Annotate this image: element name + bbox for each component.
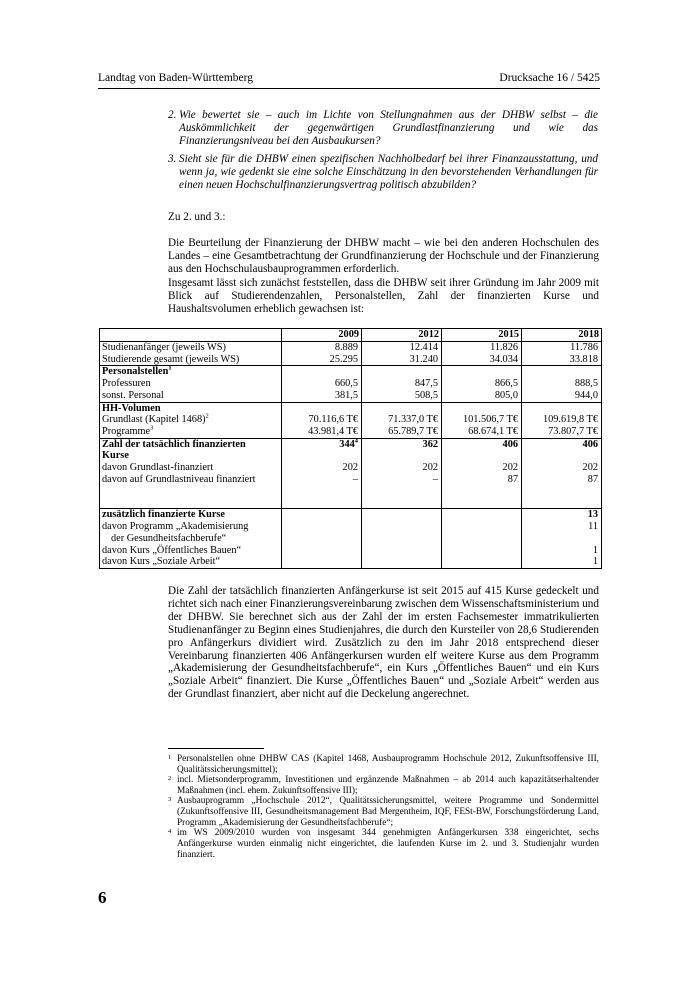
- table-row: [100, 414, 602, 426]
- question-2: [168, 109, 598, 148]
- cell: –: [282, 474, 362, 486]
- row-label: [100, 414, 282, 426]
- table-row: [100, 438, 602, 450]
- table-row: [100, 366, 602, 378]
- cell: 71.337,0 T€: [362, 414, 442, 426]
- table-row: [100, 533, 602, 545]
- cell: 13: [522, 509, 602, 521]
- footnote-mark: 2: [168, 775, 172, 782]
- cell: 381,5: [282, 390, 362, 402]
- cell: [282, 556, 362, 568]
- footnote-ref: 3: [150, 424, 154, 432]
- cell: 362: [362, 438, 442, 450]
- cell: 12.414: [362, 342, 442, 354]
- footnote-2: [168, 775, 599, 797]
- cell: 8.889: [282, 342, 362, 354]
- financing-table: [99, 328, 602, 569]
- header-left: Landtag von Baden-Württemberg: [98, 72, 253, 84]
- cell: 660,5: [282, 378, 362, 390]
- cell: 25.295: [282, 354, 362, 366]
- page-number: 6: [98, 888, 107, 907]
- row-label: zusätzlich finanzierte Kurse: [100, 509, 282, 521]
- paragraph-2: Insgesamt lässt sich zunächst feststellen, dass die DHBW seit ihrer Gründung im Jahr 2009 mit Blick auf Studierendenzahlen, Personalstellen, Zahl der finanzierten Kurse und Haushaltsvolumen erheblich gewachsen ist:: [168, 277, 599, 315]
- cell: [442, 556, 522, 568]
- cell: [282, 545, 362, 557]
- cell: 87: [442, 474, 522, 486]
- footnote-mark: 1: [168, 754, 172, 761]
- table-spacer-row: [100, 485, 602, 509]
- table-header-empty: [100, 329, 282, 342]
- cell: 68.674,1 T€: [442, 426, 522, 438]
- table-row: [100, 342, 602, 354]
- cell: 70.116,6 T€: [282, 414, 362, 426]
- row-label: davon Grundlast-finanziert: [100, 462, 282, 474]
- paragraph-1: Die Beurteilung der Finanzierung der DHBW macht – wie bei den anderen Hochschulen des Landes – eine Gesamtbetrachtung der Grundfinanzierung der Hochschule und der Finanzierung aus den Hochschulausbauprogrammen erforderlich.: [168, 237, 599, 275]
- row-label: davon Programm „Akademisierung: [100, 521, 282, 533]
- row-label: Zahl der tatsächlich finanzierten: [100, 438, 282, 450]
- cell: 202: [442, 462, 522, 474]
- cell: 805,0: [442, 390, 522, 402]
- cell: [442, 521, 522, 533]
- footnote-ref: 1: [168, 364, 172, 372]
- cell: 73.807,7 T€: [522, 426, 602, 438]
- row-label: sonst. Personal: [100, 390, 282, 402]
- cell: [442, 545, 522, 557]
- row-label: davon Kurs „Soziale Arbeit“: [100, 556, 282, 568]
- cell: 888,5: [522, 378, 602, 390]
- cell: 508,5: [362, 390, 442, 402]
- table-row: [100, 378, 602, 390]
- table-row: [100, 450, 602, 462]
- cell: –: [362, 474, 442, 486]
- table-header-row: [100, 329, 602, 342]
- cell: 1: [522, 556, 602, 568]
- cell: 11: [522, 521, 602, 533]
- row-label: Kurse: [100, 450, 282, 462]
- row-label: [100, 426, 282, 438]
- cell: 43.981,4 T€: [282, 426, 362, 438]
- row-label: Studienanfänger (jeweils WS): [100, 342, 282, 354]
- table-row: [100, 426, 602, 438]
- section-label: [100, 366, 282, 378]
- label-text: Programme: [102, 425, 151, 437]
- cell: 944,0: [522, 390, 602, 402]
- row-label: der Gesundheitsfachberufe“: [100, 533, 282, 545]
- question-text: Sieht sie für die DHBW einen spezifischen Nachholbedarf bei ihrer Finanzausstattung, und wenn ja, wie gedenkt sie eine solche Einschätzung in den bevorstehenden Verhandlungen für einen neuen Hochschulfinanzierungsvertrag politisch abzubilden?: [179, 153, 598, 191]
- table-row: [100, 354, 602, 366]
- row-label: davon auf Grundlastniveau finanziert: [100, 474, 282, 486]
- cell: 87: [522, 474, 602, 486]
- footnote-text: Personalstellen ohne DHBW CAS (Kapitel 1468, Ausbauprogramm Hochschule 2012, Zukunftsoffensive III, Qualitätssicherungsmittel);: [177, 754, 599, 775]
- cell: 101.506,7 T€: [442, 414, 522, 426]
- table-row: [100, 556, 602, 568]
- cell: 202: [522, 462, 602, 474]
- cell: 65.789,7 T€: [362, 426, 442, 438]
- question-number: 3.: [168, 153, 177, 165]
- table-row: [100, 509, 602, 521]
- cell: 11.786: [522, 342, 602, 354]
- paragraph-3: Die Zahl der tatsächlich finanzierten Anfängerkurse ist seit 2015 auf 415 Kurse gedeckelt und richtet sich nach einer Finanzierungsvereinbarung zwischen dem Wissenschaftsministerium und der DHBW. Sie berechnet sich aus der Zahl der im ersten Fachsemester immatrikulierten Studienanfänger zu Beginn eines Studienjahres, die durch den Kursteiler von 28,6 Studierenden pro Anfängerkurs dividiert wird. Zusätzlich zu den im Jahr 2018 entsprechend dieser Vereinbarung finanzierten 406 Anfängerkursen wurden elf weitere Kurse aus dem Programm „Akademisierung der Gesundheitsfachberufe“, ein Kurs „Öffentliches Bauen“ und ein Kurs „Soziale Arbeit“ finanziert. Die Kurse „Öffentliches Bauen“ und „Soziale Arbeit“ werden aus der Grundlast finanziert, aber nicht auf die Deckelung angerechnet.: [168, 585, 599, 701]
- label-text: Personalstellen: [102, 366, 169, 378]
- cell-value: 344: [339, 438, 355, 450]
- footnote-ref: 4: [354, 437, 358, 445]
- year-header: 2018: [522, 329, 602, 342]
- cell: 406: [442, 438, 522, 450]
- cell: 34.034: [442, 354, 522, 366]
- cell: 202: [282, 462, 362, 474]
- cell: [282, 509, 362, 521]
- table-row: [100, 545, 602, 557]
- header-right: Drucksache 16 / 5425: [499, 72, 600, 84]
- table-row: [100, 474, 602, 486]
- cell: [282, 438, 362, 450]
- answer-heading: Zu 2. und 3.:: [168, 211, 226, 223]
- cell: 109.619,8 T€: [522, 414, 602, 426]
- footnote-ref: 2: [205, 412, 209, 420]
- year-header: 2015: [442, 329, 522, 342]
- cell: 31.240: [362, 354, 442, 366]
- cell: 406: [522, 438, 602, 450]
- question-3: [168, 153, 598, 192]
- footnote-1: [168, 754, 599, 776]
- cell: 202: [362, 462, 442, 474]
- table-row: [100, 521, 602, 533]
- row-label: Studierende gesamt (jeweils WS): [100, 354, 282, 366]
- footnote-text: im WS 2009/2010 wurden von insgesamt 344 genehmigten Anfängerkursen 338 eingerichtet, sechs Anfängerkurse wurden einmalig nicht eingerichtet, die laufenden Kurse im 2. und 3. Studienjahr wurden finanziert.: [177, 828, 599, 860]
- table-row: [100, 462, 602, 474]
- section-label: HH-Volumen: [100, 402, 282, 414]
- table-row: [100, 402, 602, 414]
- row-label: davon Kurs „Öffentliches Bauen“: [100, 545, 282, 557]
- footnote-3: [168, 796, 599, 829]
- footnote-divider: [168, 748, 264, 749]
- cell: 866,5: [442, 378, 522, 390]
- cell: [442, 509, 522, 521]
- footnote-mark: 4: [168, 828, 172, 835]
- year-header: 2009: [282, 329, 362, 342]
- cell: [282, 521, 362, 533]
- footnote-mark: 3: [168, 796, 172, 803]
- cell: 1: [522, 545, 602, 557]
- question-number: 2.: [168, 109, 177, 121]
- question-text: Wie bewertet sie – auch im Lichte von Stellungnahmen aus der DHBW selbst – die Auskömmlichkeit der gegenwärtigen Grundlastfinanzierung und wie das Finanzierungsniveau bei den Ausbaukursen?: [179, 109, 598, 147]
- cell: [362, 509, 442, 521]
- cell: [362, 545, 442, 557]
- table-row: [100, 390, 602, 402]
- cell: 11.826: [442, 342, 522, 354]
- cell: [362, 556, 442, 568]
- cell: 33.818: [522, 354, 602, 366]
- row-label: Professuren: [100, 378, 282, 390]
- page-header: [98, 72, 600, 89]
- label-text: Grundlast (Kapitel 1468): [102, 414, 206, 426]
- footnote-4: [168, 828, 599, 861]
- footnote-text: Ausbauprogramm „Hochschule 2012“, Qualitätssicherungsmittel, weitere Programme und Sondermittel (Zukunftsoffensive III, Gesundheitsmanagement Bad Mergentheim, IQF, FESt-BW, Forschungsförderung Land, Programm „Akademisierung der Gesundheitsfachberufe“;: [177, 796, 599, 828]
- cell: 847,5: [362, 378, 442, 390]
- footnote-text: incl. Mietsonderprogramm, Investitionen und ergänzende Maßnahmen – ab 2014 auch kapazitätserhaltender Maßnahmen (incl. ehem. Zukunftsoffensive III);: [177, 775, 599, 796]
- year-header: 2012: [362, 329, 442, 342]
- cell: [362, 521, 442, 533]
